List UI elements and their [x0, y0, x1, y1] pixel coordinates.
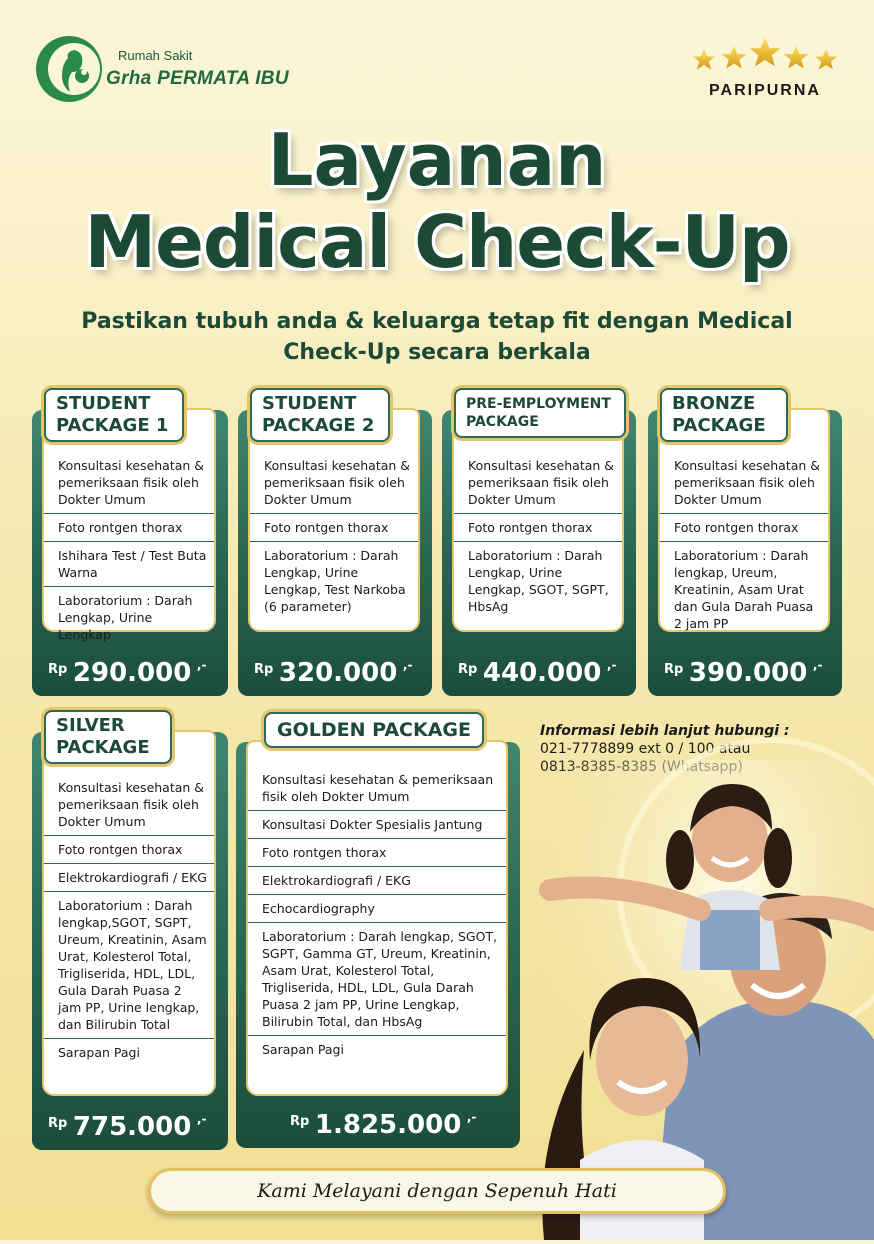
hospital-logo — [34, 30, 324, 108]
package-item: Konsultasi kesehatan & pemeriksaan fisik oleh Dokter Umum — [248, 766, 506, 811]
package-item: Foto rontgen thorax — [660, 514, 828, 542]
package-item: Foto rontgen thorax — [250, 514, 418, 542]
package-item: Konsultasi kesehatan & pemeriksaan fisik oleh Dokter Umum — [44, 774, 214, 836]
package-item: Laboratorium : Darah Lengkap, Urine Lengkap — [58, 593, 193, 642]
price-amount: 775.000 — [72, 1112, 192, 1142]
package-item: Elektrokardiografi / EKG — [44, 864, 214, 892]
package-item: Konsultasi kesehatan & pemeriksaan fisik oleh Dokter Umum — [250, 452, 418, 514]
contact-heading: Informasi lebih lanjut hubungi : — [540, 723, 790, 739]
main-title-line2: Medical Check-Up — [84, 200, 790, 284]
package-item: Laboratorium : Darah lengkap, Ureum, Kreatinin, Asam Urat dan Gula Darah Puasa 2 jam PP — [674, 548, 814, 631]
package-item: Konsultasi kesehatan & pemeriksaan fisik oleh Dokter Umum — [660, 452, 828, 514]
package-label-line1: GOLDEN PACKAGE — [277, 719, 471, 741]
package-label-line1: BRONZE — [672, 393, 756, 414]
package-item: Echocardiography — [248, 895, 506, 923]
package-card-silver — [32, 710, 228, 1150]
package-item: Foto rontgen thorax — [248, 839, 506, 867]
package-price — [664, 658, 822, 688]
price-amount: 320.000 — [278, 658, 398, 688]
package-price — [48, 658, 206, 688]
accreditation-badge — [690, 36, 840, 102]
price-currency: Rp — [48, 1116, 68, 1131]
package-item: Foto rontgen thorax — [44, 514, 214, 542]
subtitle-line2: Check-Up secara berkala — [283, 340, 591, 365]
package-item: Foto rontgen thorax — [44, 836, 214, 864]
package-price — [290, 1110, 476, 1140]
package-label-line2: PACKAGE 1 — [56, 415, 169, 436]
package-item: Sarapan Pagi — [58, 1045, 140, 1060]
logo-subtitle: Rumah Sakit — [118, 48, 193, 63]
accreditation-label: PARIPURNA — [709, 82, 821, 99]
price-suffix: ,- — [196, 1112, 207, 1126]
package-item: Laboratorium : Darah lengkap, SGOT, SGPT, Gamma GT, Ureum, Kreatinin, Asam Urat, Kolesterol Total, Trigliserida, HDL, LDL, Gula Darah Puasa 2 jam PP, Urine Lengkap, Bilirubin Total, dan HbsAg — [248, 923, 506, 1036]
package-label-line1: STUDENT — [262, 393, 357, 414]
package-label — [454, 388, 626, 438]
package-item: Laboratorium : Darah lengkap,SGOT, SGPT, Ureum, Kreatinin, Asam Urat, Kolesterol Total, Trigliserida, HDL, LDL, Gula Darah Puasa 2 jam PP, Urine lengkap, dan Bilirubin Total — [44, 892, 214, 1039]
price-suffix: ,- — [196, 658, 207, 672]
five-stars-icon — [690, 36, 840, 72]
package-label — [660, 388, 788, 442]
package-item: Laboratorium : Darah Lengkap, Urine Lengkap, SGOT, SGPT, HbsAg — [468, 548, 609, 614]
package-label-line2: PACKAGE — [56, 737, 150, 758]
package-label — [44, 710, 172, 764]
package-item: Elektrokardiografi / EKG — [248, 867, 506, 895]
package-item: Laboratorium : Darah Lengkap, Urine Lengkap, Test Narkoba (6 parameter) — [264, 548, 406, 614]
package-item: Konsultasi kesehatan & pemeriksaan fisik oleh Dokter Umum — [454, 452, 622, 514]
package-item: Sarapan Pagi — [262, 1042, 344, 1057]
price-suffix: ,- — [606, 658, 617, 672]
mother-child-icon — [34, 32, 104, 106]
package-label-line1: PRE-EMPLOYMENT — [466, 396, 611, 412]
package-price — [48, 1112, 206, 1142]
package-card-student-2 — [238, 388, 432, 696]
package-price — [458, 658, 616, 688]
package-item: Ishihara Test / Test Buta Warna — [44, 542, 214, 587]
price-suffix: ,- — [402, 658, 413, 672]
subtitle — [60, 306, 814, 368]
price-currency: Rp — [664, 662, 684, 677]
package-item: Konsultasi kesehatan & pemeriksaan fisik oleh Dokter Umum — [44, 452, 214, 514]
package-label — [250, 388, 390, 442]
package-label — [44, 388, 184, 442]
package-price — [254, 658, 412, 688]
package-card-pre-employment — [442, 388, 636, 696]
price-amount: 440.000 — [482, 658, 602, 688]
tagline-banner: Kami Melayani dengan Sepenuh Hati — [148, 1168, 726, 1214]
price-amount: 1.825.000 — [314, 1110, 462, 1140]
package-label-line2: PACKAGE 2 — [262, 415, 375, 436]
package-item: Foto rontgen thorax — [454, 514, 622, 542]
price-suffix: ,- — [812, 658, 823, 672]
price-suffix: ,- — [466, 1110, 477, 1124]
price-currency: Rp — [48, 662, 68, 677]
logo-name: Grha PERMATA IBU — [106, 68, 289, 89]
package-label-line2: PACKAGE — [672, 415, 766, 436]
package-label — [264, 712, 484, 748]
package-card-golden — [236, 712, 520, 1148]
price-currency: Rp — [290, 1114, 310, 1129]
price-amount: 390.000 — [688, 658, 808, 688]
main-title-line1: Layanan — [267, 118, 607, 202]
price-amount: 290.000 — [72, 658, 192, 688]
price-currency: Rp — [458, 662, 478, 677]
package-label-line2: PACKAGE — [466, 414, 539, 430]
contact-phone: 021-7778899 ext 0 / 100 atau — [540, 741, 751, 757]
package-label-line1: SILVER — [56, 715, 125, 736]
package-item: Konsultasi Dokter Spesialis Jantung — [248, 811, 506, 839]
price-currency: Rp — [254, 662, 274, 677]
package-card-bronze — [648, 388, 842, 696]
package-card-student-1 — [32, 388, 228, 696]
subtitle-line1: Pastikan tubuh anda & keluarga tetap fit dengan Medical — [81, 309, 793, 334]
package-label-line1: STUDENT — [56, 393, 151, 414]
